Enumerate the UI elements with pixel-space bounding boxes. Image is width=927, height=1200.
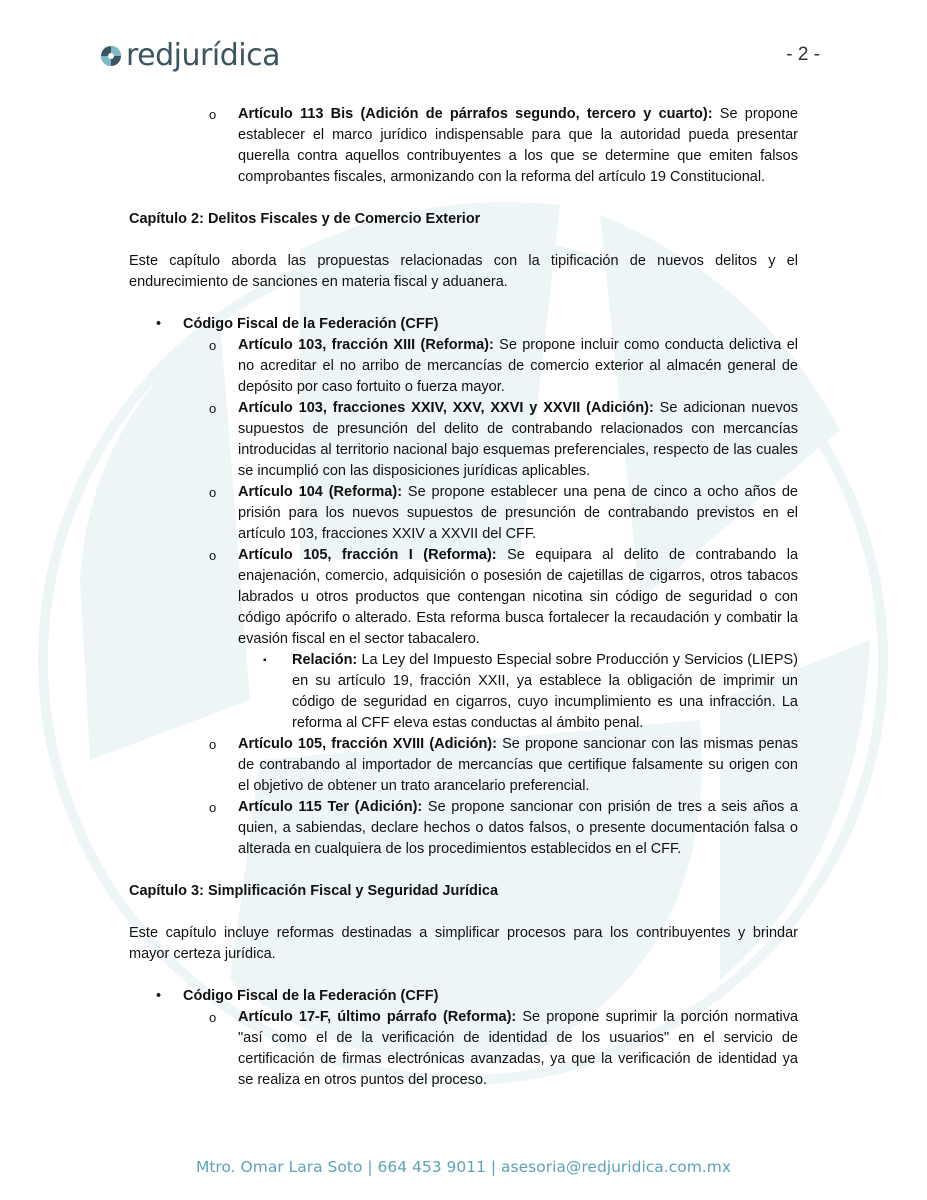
circle-bullet: o (209, 800, 217, 815)
chapter-2-heading: Capítulo 2: Delitos Fiscales y de Comercio Exterior (129, 211, 481, 227)
article-item (129, 482, 798, 545)
code-bullet (129, 314, 798, 335)
circle-bullet: o (209, 401, 217, 416)
chapter-3-heading: Capítulo 3: Simplificación Fiscal y Seguridad Jurídica (129, 883, 499, 899)
article-title: Artículo 115 Ter (Adición): (238, 799, 423, 815)
relation-item (129, 650, 798, 734)
article-text: Se propone suprimir la porción normativa "así como el de la verificación de identidad de los usuarios" en el servicio de certificación de firmas electrónicas avanzadas, ya que la verificación de identidad ya se realiza en otros puntos del proceso. (238, 1009, 799, 1088)
article-text: Se adicionan nuevos supuestos de presunción del delito de contrabando relacionados con mercancías introducidas al territorio nacional bajo esquemas preferenciales, respecto de las cuales se incumplió con las disposiciones jurídicas aplicables. (238, 400, 799, 479)
relation-text: La Ley del Impuesto Especial sobre Producción y Servicios (LIEPS) en su artículo 19, fracción XXII, ya establece la obligación de imprimir un código de seguridad en cigarros, cuyo incumplimiento es una infracción. La reforma al CFF eleva estas conductas al ámbito penal. (292, 652, 798, 731)
article-title: Artículo 113 Bis (Adición de párrafos segundo, tercero y cuarto): (238, 106, 713, 122)
circle-bullet: o (209, 338, 217, 353)
article-item (129, 734, 798, 797)
article-title: Artículo 103, fracción XIII (Reforma): (238, 337, 494, 353)
article-text: Se propone sancionar con prisión de tres a seis años a quien, a sabiendas, declare hechos o datos falsos, o presente documentación falsa o alterada en cualquiera de los procedimientos establecidos en el CFF. (238, 799, 798, 857)
circle-bullet: o (209, 737, 217, 752)
article-item (129, 1007, 798, 1091)
article-item (129, 545, 798, 650)
code-bullet-label: Código Fiscal de la Federación (CFF) (183, 316, 439, 332)
square-bullet: ▪ (263, 655, 267, 666)
disc-bullet: • (156, 316, 162, 332)
document-body (129, 104, 798, 1091)
brand-logo (100, 36, 280, 76)
article-title: Artículo 17-F, último párrafo (Reforma): (238, 1009, 517, 1025)
article-text: Se equipara al delito de contrabando la enajenación, comercio, adquisición o posesión de cajetillas de cigarros, otros tabacos labrados u otros productos que contengan nicotina sin código de seguridad o con código apócrifo o alterado. Esta reforma busca fortalecer la recaudación y combatir la evasión fiscal en el sector tabacalero. (238, 547, 799, 647)
article-text: Se propone sancionar con las mismas penas de contrabando al importador de mercancías que certifique falsamente su origen con el objetivo de obtener un trato arancelario preferencial. (238, 736, 798, 794)
logo-text: redjurídica (126, 38, 280, 73)
redjuridica-logo-mark-icon (100, 45, 122, 67)
page-header (100, 36, 840, 76)
article-text: Se propone establecer el marco jurídico indispensable para que la autoridad pueda presentar querella contra aquellos contribuyentes a los que se determine que emiten falsos comprobantes fiscales, armonizando con la reforma del artículo 19 Constitucional. (238, 106, 798, 185)
circle-bullet: o (209, 107, 217, 122)
page-number: - 2 - (786, 44, 820, 65)
article-title: Artículo 104 (Reforma): (238, 484, 403, 500)
article-text: Se propone establecer una pena de cinco a ocho años de prisión para los nuevos supuestos de presunción de contrabando previstos en el artículo 103, fracciones XXIV a XXVII del CFF. (238, 484, 798, 542)
disc-bullet: • (156, 988, 162, 1004)
article-text: Se propone incluir como conducta delictiva el no acreditar el no arribo de mercancías de comercio exterior al almacén general de depósito por caso fortuito o fuerza mayor. (238, 337, 798, 395)
article-title: Artículo 105, fracción I (Reforma): (238, 547, 497, 563)
circle-bullet: o (209, 485, 217, 500)
article-item (129, 104, 798, 188)
relation-title: Relación: (292, 652, 358, 668)
page-footer: Mtro. Omar Lara Soto | 664 453 9011 | asesoria@redjuridica.com.mx (195, 1158, 732, 1176)
article-title: Artículo 105, fracción XVIII (Adición): (238, 736, 497, 752)
chapter-2-intro: Este capítulo aborda las propuestas relacionadas con la tipificación de nuevos delitos y el endurecimiento de sanciones en materia fiscal y aduanera. (129, 253, 798, 290)
article-item (129, 398, 798, 482)
code-bullet-label: Código Fiscal de la Federación (CFF) (183, 988, 439, 1004)
circle-bullet: o (209, 1010, 217, 1025)
article-item (129, 797, 798, 860)
chapter-3-intro: Este capítulo incluye reformas destinadas a simplificar procesos para los contribuyentes y brindar mayor certeza jurídica. (129, 925, 798, 962)
circle-bullet: o (209, 548, 217, 563)
article-title: Artículo 103, fracciones XXIV, XXV, XXVI y XXVII (Adición): (238, 400, 654, 416)
code-bullet (129, 986, 798, 1007)
article-item (129, 335, 798, 398)
